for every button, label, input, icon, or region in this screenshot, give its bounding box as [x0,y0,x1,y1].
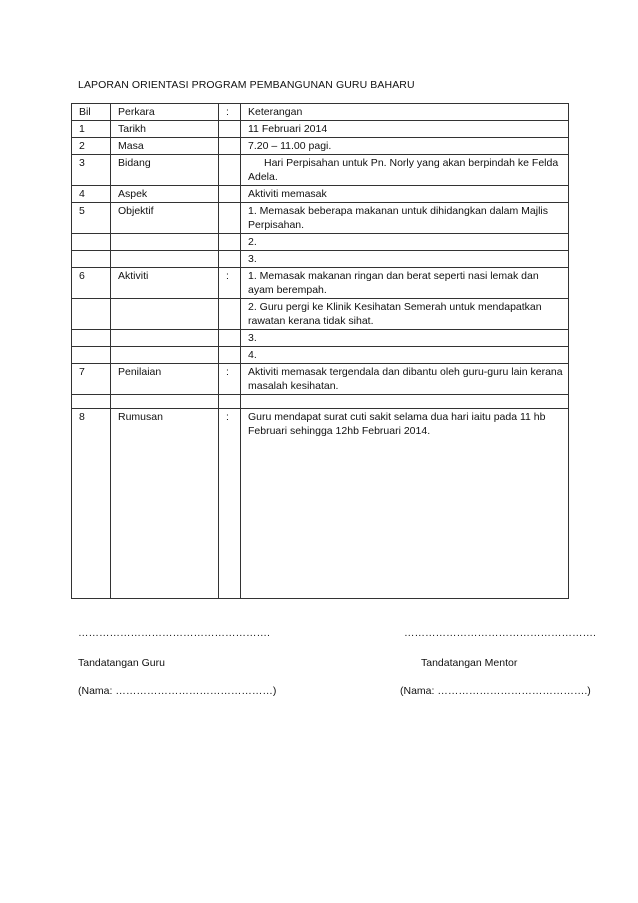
cell-perkara [111,395,219,409]
cell-keterangan: Aktiviti memasak [241,186,569,203]
cell-separator [219,155,241,186]
report-table [71,103,569,599]
cell-bil: 2 [72,138,111,155]
table-row [72,138,569,155]
cell-bil [72,299,111,330]
cell-perkara: Aktiviti [111,268,219,299]
cell-bil: 4 [72,186,111,203]
cell-bil [72,234,111,251]
cell-bil [72,395,111,409]
cell-separator: : [219,268,241,299]
table-row [72,155,569,186]
table-row [72,251,569,268]
cell-perkara [111,299,219,330]
report-title: LAPORAN ORIENTASI PROGRAM PEMBANGUNAN GURU BAHARU [78,79,415,91]
table-row [72,364,569,395]
cell-bil: 7 [72,364,111,395]
header-separator: : [219,104,241,121]
cell-separator [219,251,241,268]
cell-separator [219,186,241,203]
cell-bil: 3 [72,155,111,186]
cell-keterangan: Guru mendapat surat cuti sakit selama dua hari iaitu pada 11 hb Februari sehingga 12hb Februari 2014. [241,409,569,599]
cell-keterangan: 2. [241,234,569,251]
cell-perkara [111,330,219,347]
cell-bil [72,347,111,364]
mentor-signature-line: ………………………………………………. [404,627,596,639]
table-row [72,234,569,251]
cell-bil: 5 [72,203,111,234]
cell-separator [219,203,241,234]
cell-keterangan: 11 Februari 2014 [241,121,569,138]
cell-keterangan: 1. Memasak beberapa makanan untuk dihidangkan dalam Majlis Perpisahan. [241,203,569,234]
cell-keterangan: 3. [241,251,569,268]
table-row [72,186,569,203]
cell-separator [219,234,241,251]
table-row [72,299,569,330]
cell-keterangan [241,395,569,409]
header-bil: Bil [72,104,111,121]
guru-signature-label: Tandatangan Guru [78,657,165,669]
cell-perkara [111,234,219,251]
cell-separator: : [219,364,241,395]
cell-perkara: Tarikh [111,121,219,138]
table-row [72,121,569,138]
cell-separator: : [219,409,241,599]
cell-bil [72,251,111,268]
cell-keterangan: 7.20 – 11.00 pagi. [241,138,569,155]
cell-keterangan: 3. [241,330,569,347]
table-row [72,347,569,364]
table-row [72,395,569,409]
table-row [72,409,569,599]
cell-separator [219,138,241,155]
mentor-name-field: (Nama: …………………………………….) [400,685,591,697]
cell-bil: 8 [72,409,111,599]
header-keterangan: Keterangan [241,104,569,121]
cell-perkara: Rumusan [111,409,219,599]
cell-bil: 6 [72,268,111,299]
table-row [72,203,569,234]
guru-signature-line: ………………………………………………. [78,627,270,639]
cell-separator [219,330,241,347]
cell-perkara: Objektif [111,203,219,234]
cell-perkara [111,251,219,268]
table-row [72,330,569,347]
guru-name-field: (Nama: ………………………………………) [78,685,277,697]
cell-separator [219,395,241,409]
table-row [72,268,569,299]
cell-bil [72,330,111,347]
cell-keterangan: 1. Memasak makanan ringan dan berat seperti nasi lemak dan ayam berempah. [241,268,569,299]
cell-separator [219,121,241,138]
mentor-signature-label: Tandatangan Mentor [421,657,518,669]
cell-separator [219,299,241,330]
cell-perkara: Masa [111,138,219,155]
cell-bil: 1 [72,121,111,138]
cell-perkara [111,347,219,364]
cell-perkara: Aspek [111,186,219,203]
cell-perkara: Penilaian [111,364,219,395]
cell-separator [219,347,241,364]
table-header-row [72,104,569,121]
header-perkara: Perkara [111,104,219,121]
cell-keterangan: 4. [241,347,569,364]
cell-keterangan: Hari Perpisahan untuk Pn. Norly yang akan berpindah ke Felda Adela. [241,155,569,186]
cell-keterangan: Aktiviti memasak tergendala dan dibantu oleh guru-guru lain kerana masalah kesihatan. [241,364,569,395]
cell-keterangan: 2. Guru pergi ke Klinik Kesihatan Semerah untuk mendapatkan rawatan kerana tidak sihat. [241,299,569,330]
cell-perkara: Bidang [111,155,219,186]
